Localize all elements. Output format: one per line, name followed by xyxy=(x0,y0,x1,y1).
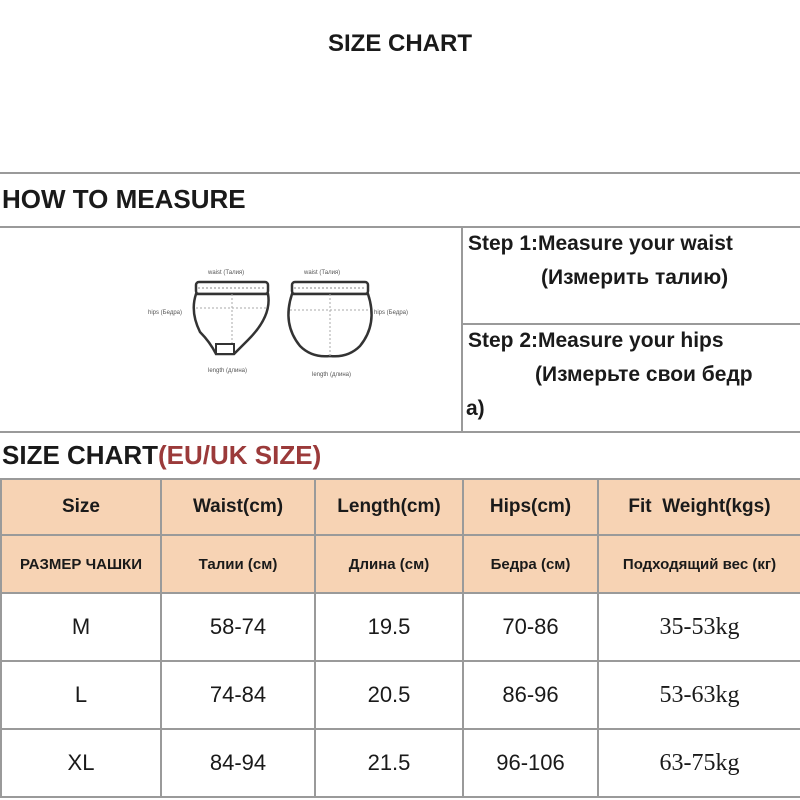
column-header-size-ru: РАЗМЕР ЧАШКИ xyxy=(1,535,161,593)
column-header-waist-ru: Талии (см) xyxy=(161,535,315,593)
waist-cell: 74-84 xyxy=(161,661,315,729)
size-chart-heading xyxy=(2,440,321,471)
size-cell: M xyxy=(1,593,161,661)
table-header-row-en xyxy=(1,479,800,535)
hips-cell: 96-106 xyxy=(463,729,598,797)
column-header-weight: Fit Weight(kgs) xyxy=(598,479,800,535)
waist-label-back: waist (Талия) xyxy=(304,270,341,276)
column-header-length: Length(cm) xyxy=(315,479,463,535)
step-1-box xyxy=(463,228,800,325)
column-header-size: Size xyxy=(1,479,161,535)
step-2-box xyxy=(463,325,800,431)
waist-cell: 84-94 xyxy=(161,729,315,797)
length-cell: 21.5 xyxy=(315,729,463,797)
size-cell: L xyxy=(1,661,161,729)
title-section xyxy=(0,0,800,174)
length-label-back: length (длина) xyxy=(312,372,352,378)
step-1-translation: (Измерить талию) xyxy=(541,266,729,289)
waist-label-front: waist (Талия) xyxy=(208,270,245,276)
briefs-back-icon xyxy=(288,282,371,356)
table-row xyxy=(1,729,800,797)
column-header-length-ru: Длина (см) xyxy=(315,535,463,593)
length-cell: 19.5 xyxy=(315,593,463,661)
length-label-front: length (длина) xyxy=(208,368,248,374)
column-header-weight-ru: Подходящий вес (кг) xyxy=(598,535,800,593)
column-header-waist: Waist(cm) xyxy=(161,479,315,535)
column-header-hips: Hips(cm) xyxy=(463,479,598,535)
waist-cell: 58-74 xyxy=(161,593,315,661)
table-header-row-ru xyxy=(1,535,800,593)
how-to-measure-section xyxy=(0,174,800,228)
underwear-diagram-icon xyxy=(0,228,461,431)
measure-instructions xyxy=(0,228,800,433)
table-row xyxy=(1,593,800,661)
table-row xyxy=(1,661,800,729)
length-cell: 20.5 xyxy=(315,661,463,729)
briefs-front-icon xyxy=(194,282,269,354)
step-2-translation-end: а) xyxy=(466,397,485,420)
weight-cell: 63-75kg xyxy=(598,729,800,797)
size-table xyxy=(0,478,800,798)
column-header-hips-ru: Бедра (см) xyxy=(463,535,598,593)
size-cell: XL xyxy=(1,729,161,797)
page-title: SIZE CHART xyxy=(328,30,472,57)
measurement-diagram xyxy=(0,228,463,431)
size-chart-heading-text: SIZE CHART xyxy=(2,440,158,470)
weight-cell: 35-53kg xyxy=(598,593,800,661)
hips-label-front: hips (Бедра) xyxy=(148,310,182,316)
step-2-translation: (Измерьте свои бедр xyxy=(535,363,753,386)
hips-cell: 86-96 xyxy=(463,661,598,729)
step-2-text: Step 2:Measure your hips xyxy=(468,329,724,352)
how-to-measure-title: HOW TO MEASURE xyxy=(2,184,246,214)
step-1-text: Step 1:Measure your waist xyxy=(468,232,733,255)
size-chart-region-label: (EU/UK SIZE) xyxy=(158,440,322,470)
hips-label-back: hips (Бедра) xyxy=(374,310,408,316)
weight-cell: 53-63kg xyxy=(598,661,800,729)
hips-cell: 70-86 xyxy=(463,593,598,661)
